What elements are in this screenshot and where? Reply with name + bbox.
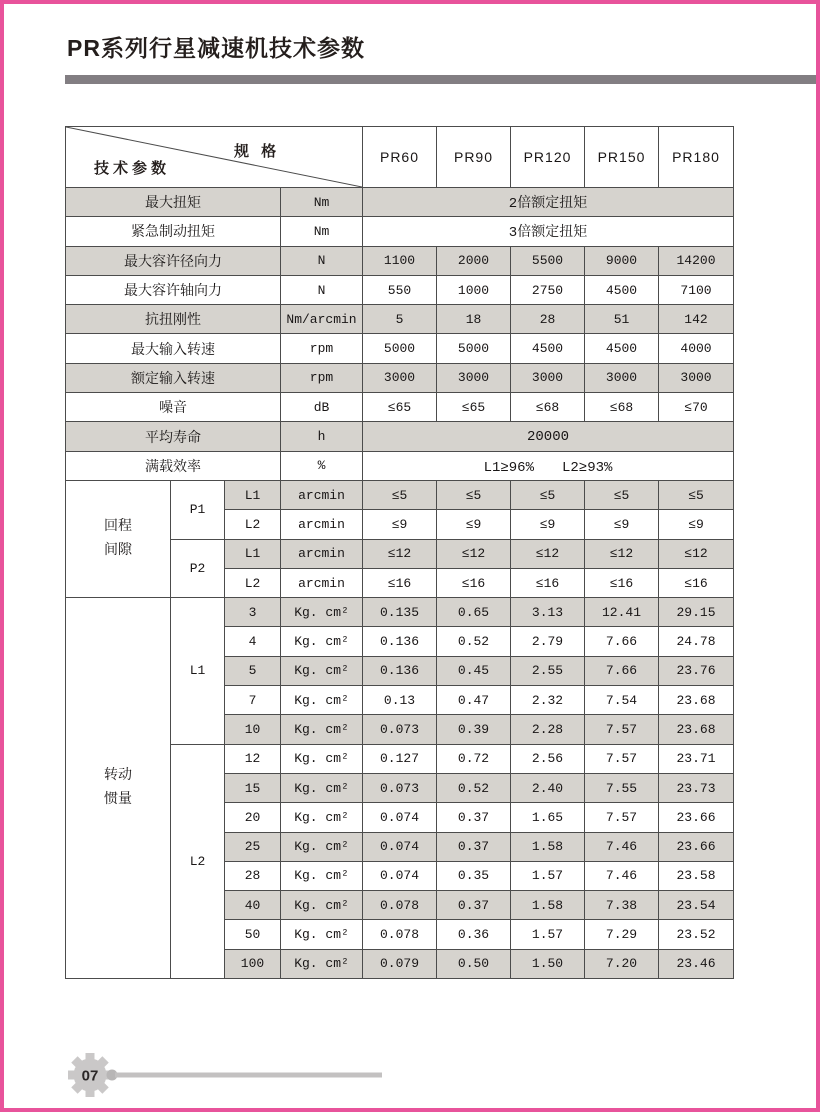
value-cell: 0.074 [363,803,437,832]
ratio-cell: 5 [225,656,281,685]
unit-cell: arcmin [281,568,363,597]
stage-group-cell: L1 [171,598,225,744]
value-cell: 7.29 [585,920,659,949]
unit-cell: Kg. cm² [281,744,363,773]
value-cell: 4500 [511,334,585,363]
value-cell: ≤9 [585,510,659,539]
value-cell: 0.50 [437,949,511,978]
value-cell: 9000 [585,246,659,275]
backlash-label-line: 回程 [104,518,132,534]
unit-cell: Kg. cm² [281,920,363,949]
value-cell: 0.078 [363,891,437,920]
value-cell: ≤9 [437,510,511,539]
ratio-cell: 3 [225,598,281,627]
value-cell: 4500 [585,275,659,304]
value-cell: 23.68 [659,715,734,744]
value-cell: 1.65 [511,803,585,832]
value-cell: 0.135 [363,598,437,627]
unit-cell: Nm [281,188,363,217]
stage-cell: L1 [225,480,281,509]
ratio-cell: 100 [225,949,281,978]
value-cell: 0.079 [363,949,437,978]
model-header: PR90 [437,127,511,188]
unit-cell: % [281,451,363,480]
value-cell: 3000 [363,363,437,392]
value-cell: ≤9 [659,510,734,539]
value-cell: 23.71 [659,744,734,773]
value-cell: 23.66 [659,803,734,832]
value-cell: 0.13 [363,686,437,715]
value-cell: 7100 [659,275,734,304]
value-cell: 2.79 [511,627,585,656]
value-cell: ≤5 [437,480,511,509]
param-name-cell: 紧急制动扭矩 [66,217,281,246]
value-cell: ≤12 [585,539,659,568]
value-cell: 0.127 [363,744,437,773]
param-name-cell: 额定输入转速 [66,363,281,392]
value-cell: ≤70 [659,393,734,422]
value-cell: ≤9 [511,510,585,539]
value-cell: 1100 [363,246,437,275]
value-cell: ≤5 [363,480,437,509]
unit-cell: Kg. cm² [281,686,363,715]
table-row [66,188,734,217]
value-cell: 4000 [659,334,734,363]
value-cell: 1.57 [511,920,585,949]
model-header: PR180 [659,127,734,188]
value-cell: 142 [659,305,734,334]
param-name-cell: 平均寿命 [66,422,281,451]
value-cell: 1.50 [511,949,585,978]
value-cell: 5 [363,305,437,334]
param-name-cell: 噪音 [66,393,281,422]
value-cell: ≤12 [511,539,585,568]
param-name-cell: 最大容许径向力 [66,246,281,275]
value-cell: 2.56 [511,744,585,773]
spec-table [65,126,734,979]
value-cell: 2.40 [511,773,585,802]
unit-cell: h [281,422,363,451]
value-cell: 4500 [585,334,659,363]
unit-cell: Kg. cm² [281,598,363,627]
ratio-cell: 12 [225,744,281,773]
value-cell: 2000 [437,246,511,275]
unit-cell: rpm [281,334,363,363]
unit-cell: dB [281,393,363,422]
table-row [66,217,734,246]
value-cell: 3000 [585,363,659,392]
value-cell: ≤68 [585,393,659,422]
value-cell: 550 [363,275,437,304]
ratio-cell: 20 [225,803,281,832]
value-cell: 2.32 [511,686,585,715]
value-cell: 0.37 [437,891,511,920]
value-cell: 3000 [437,363,511,392]
unit-cell: arcmin [281,480,363,509]
value-cell: 24.78 [659,627,734,656]
unit-cell: Kg. cm² [281,891,363,920]
value-cell: 14200 [659,246,734,275]
param-name-cell: 抗扭刚性 [66,305,281,334]
unit-cell: Kg. cm² [281,949,363,978]
unit-cell: Kg. cm² [281,773,363,802]
value-cell: 23.58 [659,861,734,890]
value-cell: ≤16 [437,568,511,597]
value-cell: 2.55 [511,656,585,685]
table-row [66,275,734,304]
unit-cell: Nm [281,217,363,246]
value-cell: 0.72 [437,744,511,773]
ratio-cell: 50 [225,920,281,949]
value-cell: 0.073 [363,715,437,744]
value-cell: 0.073 [363,773,437,802]
value-cell: 0.47 [437,686,511,715]
footer-decoration [62,1052,392,1098]
value-cell: 23.73 [659,773,734,802]
value-cell: ≤68 [511,393,585,422]
table-row [66,334,734,363]
ratio-cell: 4 [225,627,281,656]
value-cell: 7.66 [585,656,659,685]
ratio-cell: 40 [225,891,281,920]
stage-cell: L2 [225,510,281,539]
unit-cell: arcmin [281,539,363,568]
value-cell: ≤9 [363,510,437,539]
value-cell: 0.37 [437,832,511,861]
unit-cell: N [281,246,363,275]
value-cell: ≤16 [363,568,437,597]
value-cell: 7.57 [585,803,659,832]
value-cell: 1.58 [511,891,585,920]
footer-line [115,1073,382,1078]
value-cell: 51 [585,305,659,334]
value-cell: ≤12 [437,539,511,568]
value-cell: ≤5 [659,480,734,509]
value-cell: 0.35 [437,861,511,890]
value-cell: 3.13 [511,598,585,627]
value-cell: 0.45 [437,656,511,685]
value-cell: ≤16 [511,568,585,597]
value-cell: ≤16 [659,568,734,597]
table-row [66,363,734,392]
corner-header-cell [66,127,363,188]
stage-group-cell: L2 [171,744,225,978]
ratio-cell: 10 [225,715,281,744]
grade-cell: P2 [171,539,225,598]
value-cell: 7.46 [585,861,659,890]
param-name-cell: 满载效率 [66,451,281,480]
inertia-group-label [66,598,171,979]
unit-cell: Kg. cm² [281,656,363,685]
value-cell: ≤65 [363,393,437,422]
unit-cell: Kg. cm² [281,803,363,832]
value-cell: 0.52 [437,627,511,656]
value-cell: 1.58 [511,832,585,861]
value-cell: 28 [511,305,585,334]
backlash-label-line: 间隙 [104,543,132,559]
value-cell: 0.078 [363,920,437,949]
value-cell: 5000 [437,334,511,363]
value-cell: 1000 [437,275,511,304]
table-row [66,393,734,422]
value-cell: L1≥96% L2≥93% [363,451,734,480]
unit-cell: Kg. cm² [281,627,363,656]
inertia-label-line: 惯量 [104,792,132,808]
model-header: PR120 [511,127,585,188]
param-name-cell: 最大容许轴向力 [66,275,281,304]
value-cell: 7.46 [585,832,659,861]
inertia-label-line: 转动 [104,767,132,783]
unit-cell: rpm [281,363,363,392]
table-row [66,480,734,509]
unit-cell: Kg. cm² [281,715,363,744]
value-cell: 3000 [511,363,585,392]
value-cell: 7.66 [585,627,659,656]
value-cell: 0.074 [363,832,437,861]
value-cell: ≤12 [363,539,437,568]
value-cell: 1.57 [511,861,585,890]
value-cell: 18 [437,305,511,334]
value-cell: 2.28 [511,715,585,744]
value-cell: 23.52 [659,920,734,949]
param-name-cell: 最大扭矩 [66,188,281,217]
value-cell: ≤5 [585,480,659,509]
value-cell: 7.55 [585,773,659,802]
title-divider-bar [65,75,816,84]
value-cell: ≤5 [511,480,585,509]
value-cell: 23.76 [659,656,734,685]
ratio-cell: 15 [225,773,281,802]
table-row [66,451,734,480]
value-cell: 7.38 [585,891,659,920]
value-cell: 0.136 [363,627,437,656]
value-cell: 0.39 [437,715,511,744]
ratio-cell: 28 [225,861,281,890]
value-cell: ≤12 [659,539,734,568]
value-cell: 20000 [363,422,734,451]
model-header: PR60 [363,127,437,188]
value-cell: 23.46 [659,949,734,978]
value-cell: 7.54 [585,686,659,715]
value-cell: 23.54 [659,891,734,920]
value-cell: 3000 [659,363,734,392]
value-cell: 7.57 [585,744,659,773]
table-row [66,422,734,451]
value-cell: 5000 [363,334,437,363]
value-cell: 0.65 [437,598,511,627]
value-cell: 7.57 [585,715,659,744]
ratio-cell: 7 [225,686,281,715]
unit-cell: arcmin [281,510,363,539]
corner-label-spec: 规 格 [234,143,281,160]
model-header: PR150 [585,127,659,188]
value-cell: 12.41 [585,598,659,627]
backlash-group-label [66,480,171,597]
stage-cell: L2 [225,568,281,597]
corner-label-parameter: 技术参数 [94,160,171,177]
page-number: 07 [81,1067,99,1085]
value-cell: ≤65 [437,393,511,422]
stage-cell: L1 [225,539,281,568]
value-cell: 23.68 [659,686,734,715]
unit-cell: Kg. cm² [281,861,363,890]
unit-cell: Nm/arcmin [281,305,363,334]
value-cell: ≤16 [585,568,659,597]
table-row [66,246,734,275]
value-cell: 0.136 [363,656,437,685]
value-cell: 2750 [511,275,585,304]
value-cell: 29.15 [659,598,734,627]
value-cell: 0.52 [437,773,511,802]
value-cell: 5500 [511,246,585,275]
value-cell: 3倍额定扭矩 [363,217,734,246]
ratio-cell: 25 [225,832,281,861]
unit-cell: N [281,275,363,304]
page-title: PR系列行星减速机技术参数 [67,35,365,61]
value-cell: 2倍额定扭矩 [363,188,734,217]
value-cell: 7.20 [585,949,659,978]
table-row [66,598,734,627]
table-row [66,305,734,334]
grade-cell: P1 [171,480,225,539]
param-name-cell: 最大输入转速 [66,334,281,363]
value-cell: 0.074 [363,861,437,890]
value-cell: 0.36 [437,920,511,949]
value-cell: 0.37 [437,803,511,832]
unit-cell: Kg. cm² [281,832,363,861]
value-cell: 23.66 [659,832,734,861]
